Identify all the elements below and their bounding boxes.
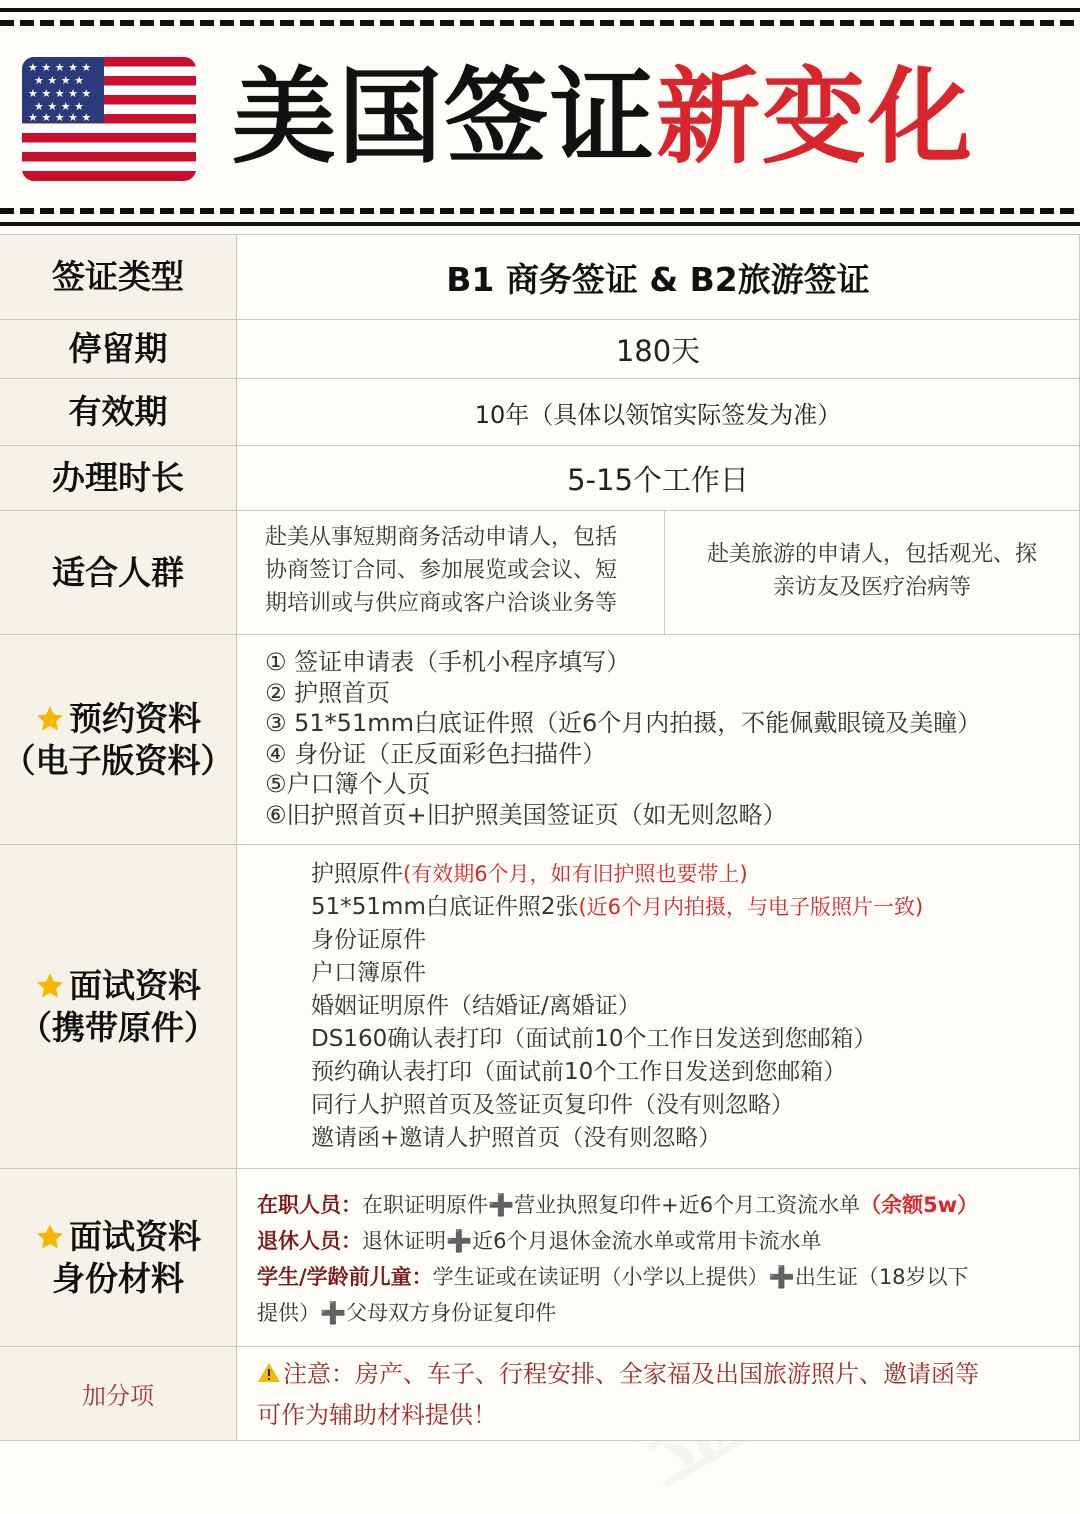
- student-line: 学生/学龄前儿童：学生证或在读证明（小学以上提供）➕出生证（18岁以下: [257, 1265, 969, 1289]
- label-booking: 预约资料 （电子版资料）: [0, 635, 237, 845]
- value-validity: 10年（具体以领馆实际签发为准）: [237, 379, 1080, 446]
- list-item: ① 签证申请表（手机小程序填写）: [265, 648, 631, 676]
- svg-text:★ ★ ★ ★ ★: ★ ★ ★ ★ ★: [28, 111, 92, 124]
- label-interview: 面试资料 （携带原件）: [0, 845, 237, 1169]
- svg-text:★ ★ ★ ★ ★: ★ ★ ★ ★ ★: [28, 61, 92, 74]
- list-item: 预约确认表打印（面试前10个工作日发送到您邮箱）: [311, 1059, 847, 1085]
- title-red-part: 新变化: [656, 56, 975, 178]
- list-item: ④ 身份证（正反面彩色扫描件）: [265, 739, 607, 768]
- bottom-dashed-rule: [0, 208, 1080, 214]
- bottom-rule: [0, 222, 1080, 226]
- value-identity: [237, 1169, 1080, 1347]
- top-rule: [0, 8, 1080, 12]
- star-icon: [35, 971, 65, 1001]
- visa-info-table: [0, 234, 1080, 1443]
- svg-text:★ ★ ★ ★: ★ ★ ★ ★: [34, 100, 84, 113]
- value-bonus: 注意：房产、车子、行程安排、全家福及出国旅游照片、邀请函等 可作为辅助材料提供！: [237, 1347, 1080, 1441]
- employed-line: 在职人员：在职证明原件➕营业执照复印件+近6个月工资流水单（余额5w）: [257, 1193, 979, 1217]
- value-booking-list: [237, 635, 1080, 845]
- label-validity: 有效期: [0, 379, 237, 446]
- label-visa-type: 签证类型: [0, 234, 237, 320]
- list-item: 婚姻证明原件（结婚证/离婚证）: [311, 993, 641, 1019]
- us-flag-icon: [22, 57, 196, 181]
- page-title: [232, 52, 974, 182]
- retired-line: 退休人员：退休证明➕近6个月退休金流水单或常用卡流水单: [257, 1229, 822, 1253]
- list-item: 同行人护照首页及签证页复印件（没有则忽略）: [311, 1092, 794, 1118]
- svg-text:★ ★ ★ ★ ★: ★ ★ ★ ★ ★: [28, 87, 92, 100]
- star-icon: [35, 704, 65, 734]
- list-item: 户口簿原件: [311, 960, 426, 986]
- student-line-cont: 提供）➕父母双方身份证复印件: [257, 1301, 557, 1325]
- value-visa-type: B1 商务签证 & B2旅游签证: [237, 234, 1080, 320]
- svg-text:★ ★ ★ ★: ★ ★ ★ ★: [34, 74, 84, 87]
- list-item: ② 护照首页: [265, 678, 391, 707]
- value-stay: 180天: [237, 320, 1080, 379]
- label-stay: 停留期: [0, 320, 237, 379]
- list-item: 护照原件(有效期6个月，如有旧护照也要带上): [311, 861, 748, 887]
- list-item: 51*51mm白底证件照2张(近6个月内拍摄，与电子版照片一致): [311, 894, 924, 920]
- list-item: ⑥旧护照首页+旧护照美国签证页（如无则忽略）: [265, 800, 787, 829]
- value-interview-list: [237, 845, 1080, 1169]
- header: [0, 0, 1080, 232]
- value-audience-b1: 赴美从事短期商务活动申请人，包括 协商签订合同、参加展览或会议、短 期培训或与供应商或客户洽谈业务等: [237, 511, 665, 635]
- star-icon: [35, 1222, 65, 1252]
- list-item: ⑤户口簿个人页: [265, 770, 431, 798]
- warning-icon: [257, 1358, 281, 1396]
- label-duration: 办理时长: [0, 446, 237, 511]
- top-dashed-rule: [0, 20, 1080, 26]
- list-item: 身份证原件: [311, 927, 426, 953]
- label-identity: 面试资料 身份材料: [0, 1169, 237, 1347]
- label-audience: 适合人群: [0, 511, 237, 635]
- label-bonus: 加分项: [0, 1347, 237, 1441]
- list-item: 邀请函+邀请人护照首页（没有则忽略）: [311, 1125, 722, 1151]
- value-audience-b2: 赴美旅游的申请人，包括观光、探 亲访友及医疗治病等: [665, 511, 1080, 635]
- list-item: ③ 51*51mm白底证件照（近6个月内拍摄，不能佩戴眼镜及美瞳）: [265, 709, 982, 737]
- list-item: DS160确认表打印（面试前10个工作日发送到您邮箱）: [311, 1026, 877, 1052]
- value-duration: 5-15个工作日: [237, 446, 1080, 511]
- title-black-part: 美国签证: [232, 56, 657, 178]
